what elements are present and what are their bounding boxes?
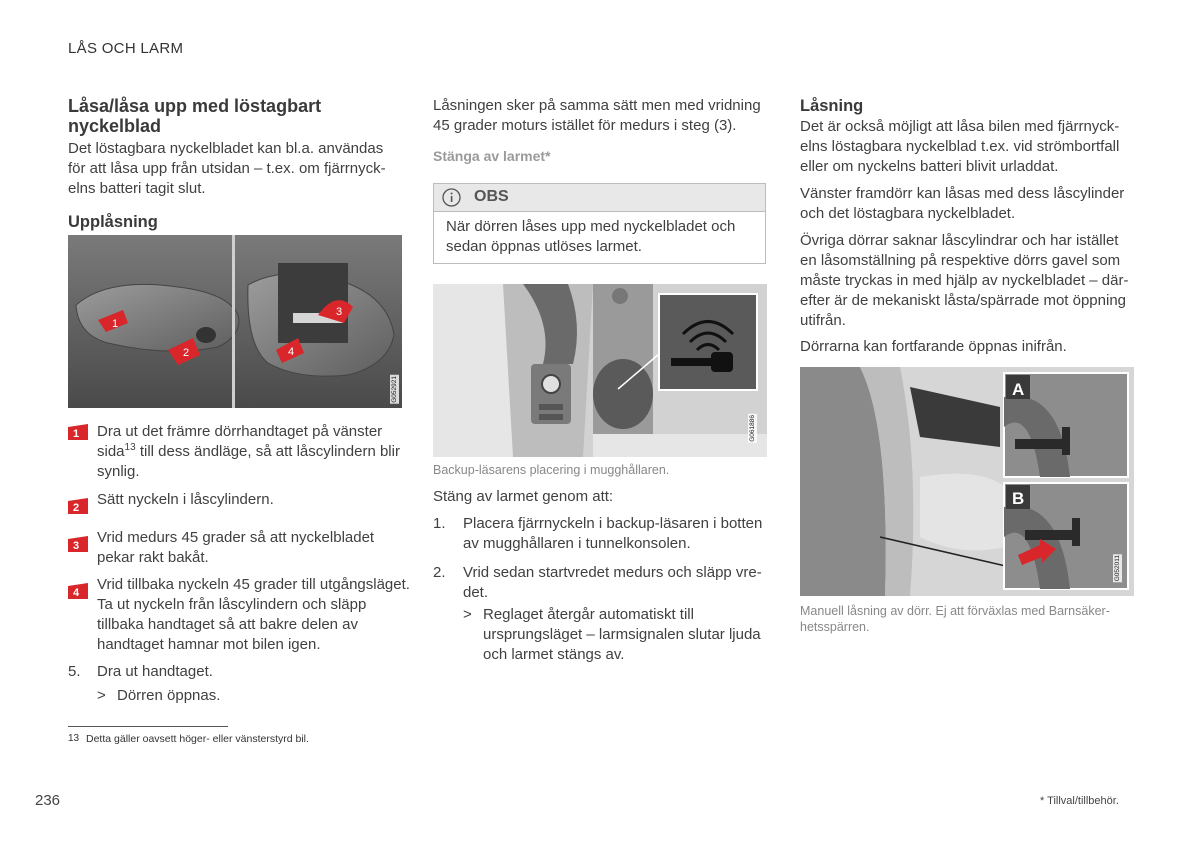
- step-badge-icon: 3: [68, 536, 88, 552]
- locking-p1: Det är också möjligt att låsa bilen med fjärrnyckelns löstagbara nyckelblad t.ex. vid strömbortfall eller om nyckelns batteri blivit urladdat.: [800, 118, 1120, 175]
- locking-p3: Övriga dörrar saknar låscylindrar och har istället en låsomställning på respektive dörrs gavel som måste tryckas in med hjälp av nyckelbladet – därefter är de mekaniskt låsta/spärrade mot öppning utifrån.: [800, 232, 1129, 329]
- svg-text:3: 3: [336, 306, 343, 318]
- page-number: 236: [35, 792, 61, 809]
- door-lock-illustration-svg: [800, 367, 1134, 596]
- image-code: G052011: [1114, 554, 1121, 581]
- locking-intro: Låsningen sker på samma sätt men med vridning 45 grader moturs istället för medurs i steg (3).: [433, 97, 761, 134]
- image-code: G052921: [391, 376, 398, 403]
- step-5-result-mark: >: [97, 687, 106, 704]
- backup-reader-caption: Backup-läsarens placering i mugghållaren.: [433, 463, 670, 477]
- item-1-number: 1.: [433, 515, 446, 532]
- item-2-number: 2.: [433, 564, 446, 581]
- backup-reader-illustration: [433, 284, 767, 457]
- step-text: Sätt nyckeln i låscylindern.: [97, 491, 274, 508]
- intro-text: Det löstagbara nyckelbladet kan bl.a. användas för att låsa upp från utsidan – t.ex. om fjärrnyckelns batteri tagit slut.: [68, 140, 386, 197]
- step-5-number: 5.: [68, 663, 81, 680]
- item-2-text: Vrid sedan startvredet medurs och släpp vredet.: [463, 564, 762, 601]
- label-a: A: [1012, 380, 1025, 399]
- subtitle-unlocking: Upplåsning: [68, 213, 158, 231]
- locking-p2: Vänster framdörr kan låsas med dess låscylinder och det löstagbara nyckelbladet.: [800, 185, 1125, 222]
- footnote-divider: [68, 726, 228, 727]
- obs-text: När dörren låses upp med nyckelbladet och sedan öppnas utlöses larmet.: [446, 218, 736, 255]
- step-text: Vrid medurs 45 grader så att nyckelbladet pekar rakt bakåt.: [97, 529, 375, 566]
- subtitle-locking: Låsning: [800, 97, 864, 115]
- info-icon: [442, 188, 461, 212]
- step-4: [68, 575, 408, 655]
- step-badge-icon: 4: [68, 583, 88, 599]
- step-3: [68, 528, 408, 568]
- item-1-text: Placera fjärrnyckeln i backup-läsaren i botten av mugghållaren i tunnelkonsolen.: [463, 515, 763, 552]
- step-5-text: Dra ut handtaget.: [97, 663, 213, 680]
- unlock-illustration: [68, 235, 402, 408]
- backup-reader-illustration-svg: [433, 284, 767, 457]
- disable-alarm-lead: Stäng av larmet genom att:: [433, 488, 614, 505]
- svg-text:1: 1: [112, 318, 119, 330]
- step-badge-icon: 2: [68, 498, 88, 514]
- step-text: Dra ut det främre dörrhandtaget på vänster sida$^{13}$ till dess ändläge, så att låscylindern blir synlig.: [97, 423, 400, 480]
- step-5-result: Dörren öppnas.: [117, 687, 221, 704]
- footer-note: * Tillval/tillbehör.: [1040, 795, 1119, 807]
- obs-title: OBS: [474, 188, 509, 205]
- result-mark: >: [463, 606, 472, 623]
- step-2: [68, 490, 408, 514]
- door-lock-caption: Manuell låsning av dörr. Ej att förväxlas med Barnsäkerhetsspärren.: [800, 604, 1110, 634]
- chapter-header: LÅS OCH LARM: [68, 40, 184, 57]
- step-text: Vrid tillbaka nyckeln 45 grader till utgångsläget. Ta ut nyckeln från låscylindern och släpp tillbaka handtaget så att bakre delen av handtaget hamnar mot bilen igen.: [97, 576, 410, 653]
- footnote-text: Detta gäller oavsett höger- eller vänsterstyrd bil.: [86, 733, 309, 745]
- section-title: Låsa/låsa upp med löstagbart nyckelblad: [68, 96, 322, 136]
- result-text: Reglaget återgår automatiskt till ursprungsläget – larmsignalen slutar ljuda och larmet stängs av.: [483, 606, 761, 663]
- image-code: G061886: [749, 415, 756, 442]
- obs-note: [433, 183, 766, 264]
- subtitle-disable-alarm: Stänga av larmet*: [433, 148, 551, 164]
- svg-text:4: 4: [288, 346, 295, 358]
- locking-p4: Dörrarna kan fortfarande öppnas inifrån.: [800, 338, 1067, 355]
- step-badge-icon: 1: [68, 424, 88, 440]
- svg-text:2: 2: [183, 347, 190, 359]
- step-1: [68, 422, 408, 482]
- footnote-number: 13: [68, 733, 80, 744]
- label-b: B: [1012, 489, 1025, 508]
- door-lock-illustration: [800, 367, 1134, 596]
- obs-header: [434, 184, 765, 212]
- unlock-illustration-svg: [68, 235, 402, 408]
